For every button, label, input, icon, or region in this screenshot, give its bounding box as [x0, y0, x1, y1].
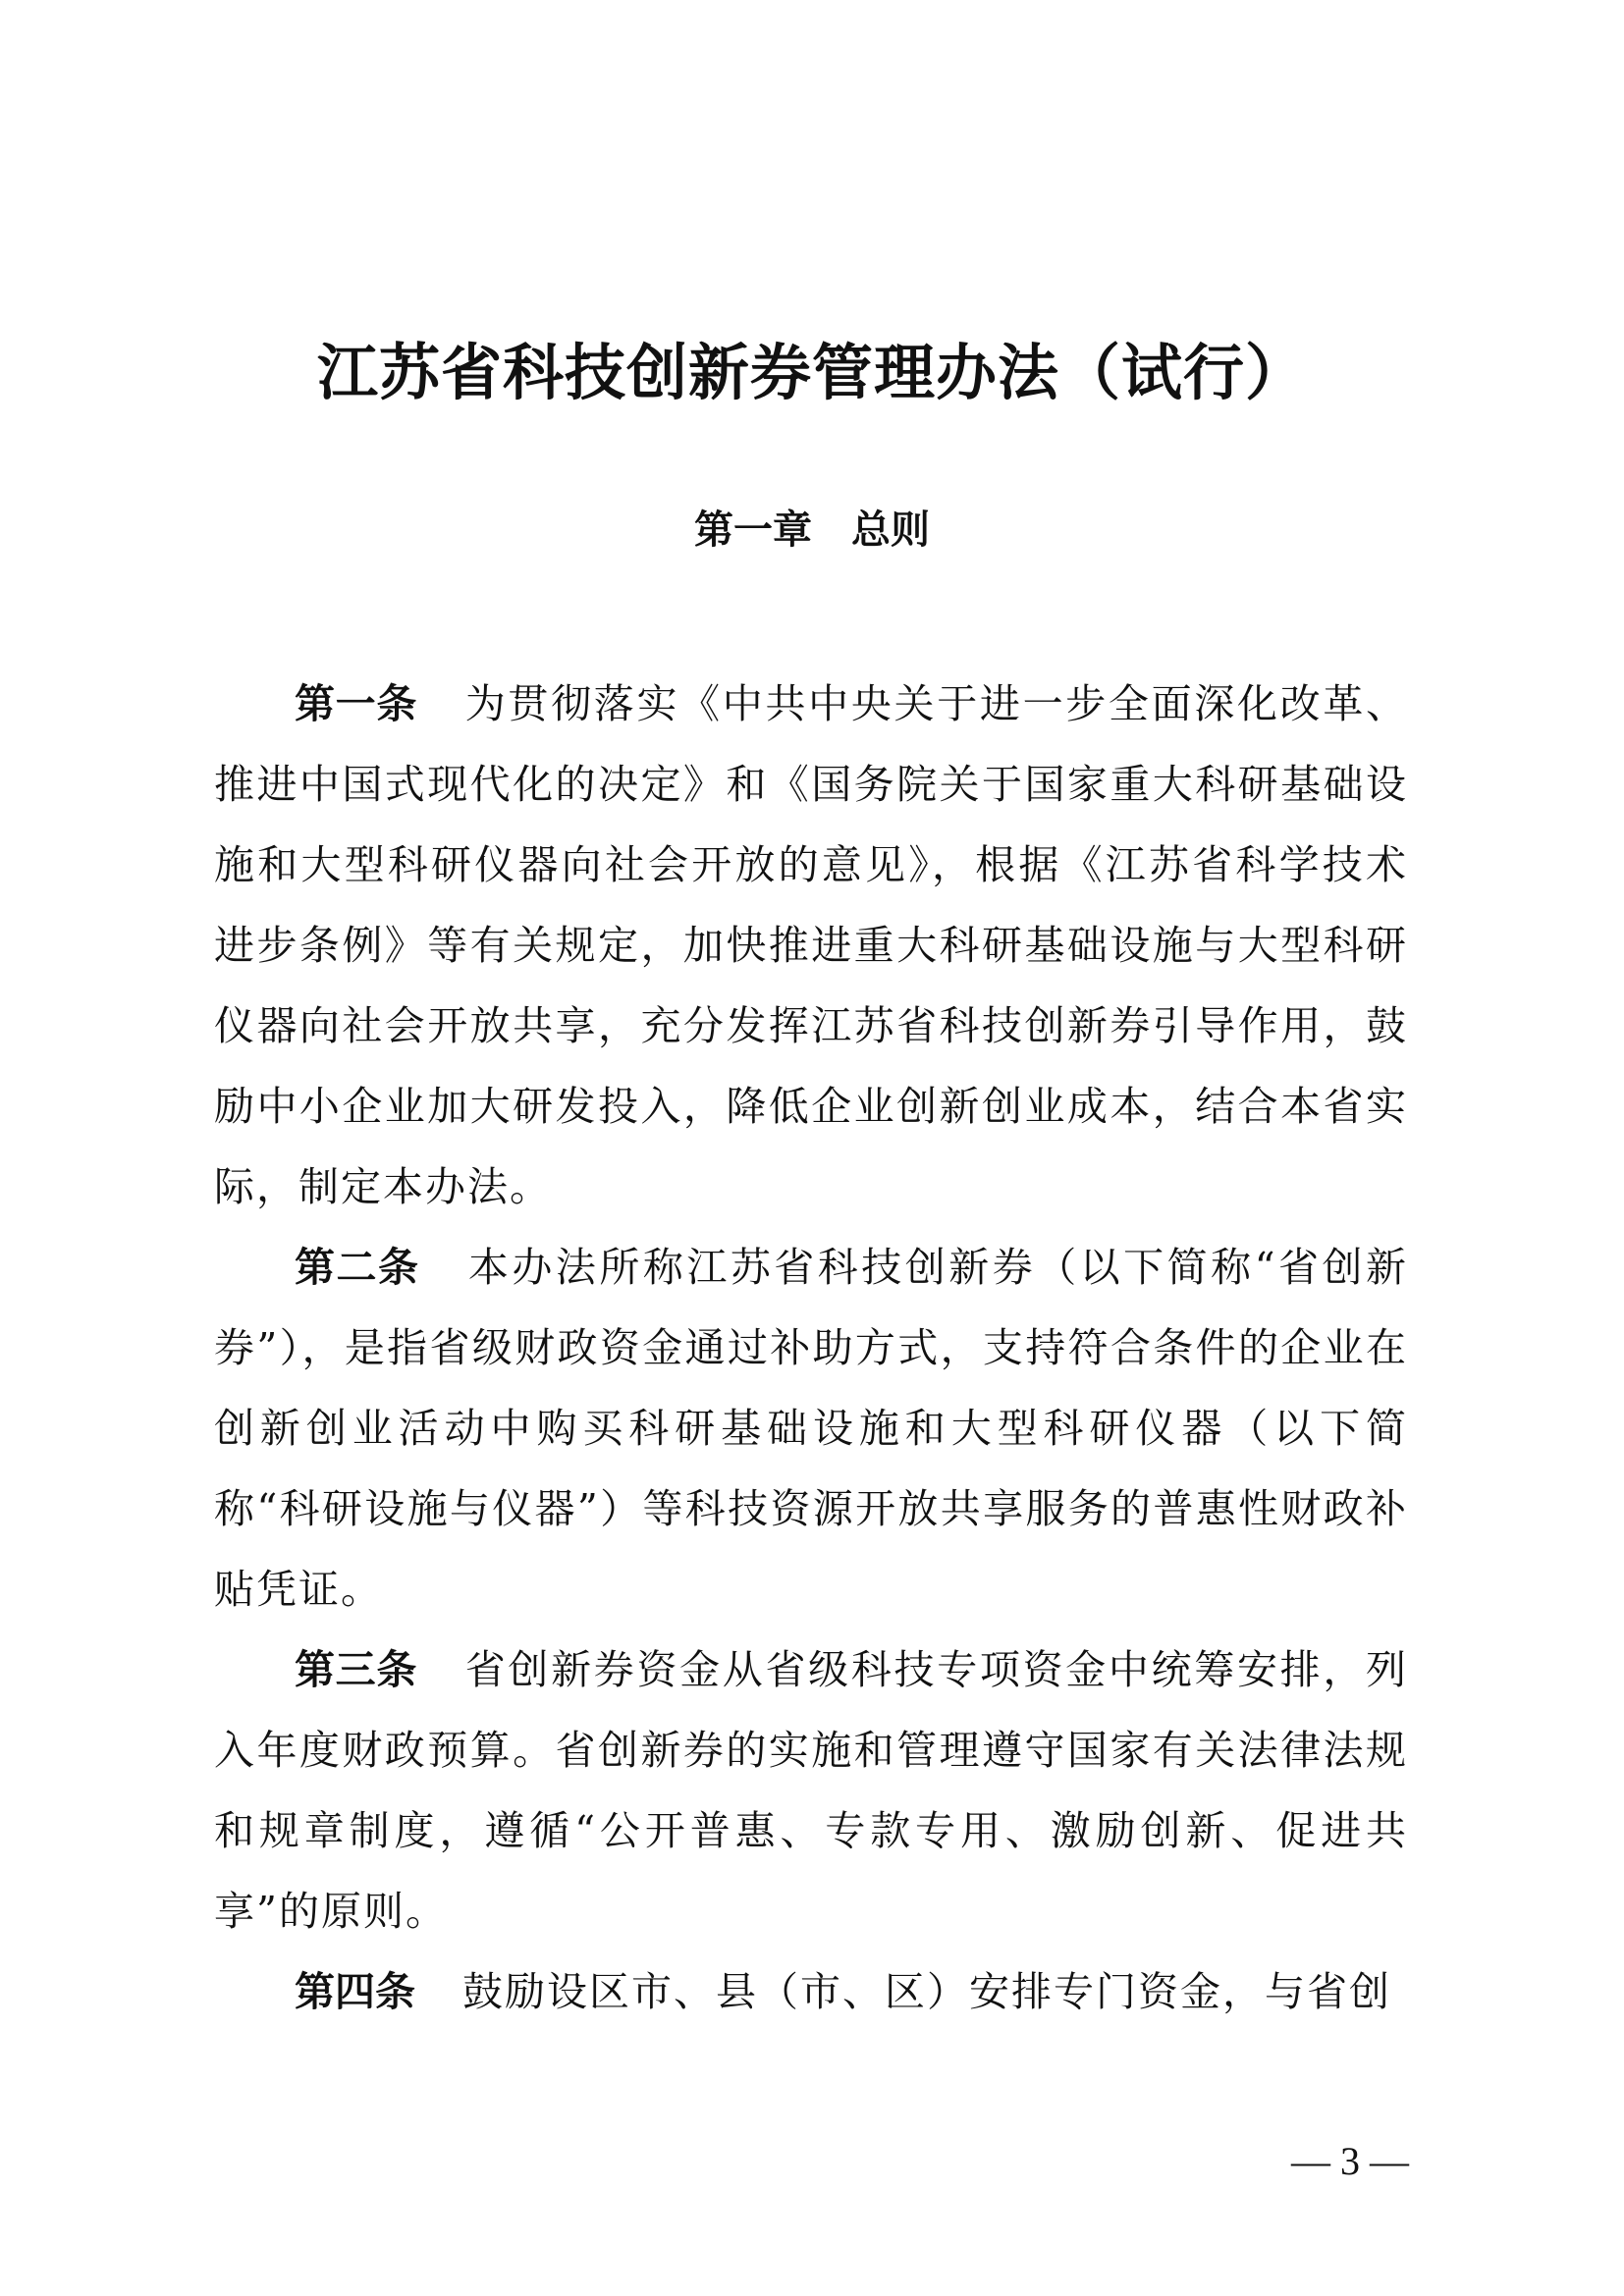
page-title: 江苏省科技创新券管理办法（试行）	[316, 337, 1307, 408]
chapter-heading: 第一章 总则	[694, 507, 930, 553]
article-label: 第二条	[295, 1244, 420, 1291]
article-1	[214, 664, 1408, 1227]
article-2	[214, 1227, 1408, 1629]
article-3	[214, 1629, 1408, 1951]
article-text: 鼓励设区市、县（市、区）安排专门资金，与省创	[462, 1968, 1391, 2015]
article-text: 省创新券资金从省级科技专项资金中统筹安排，列入年度财政预算。省创新券的实施和管理遵守国家有关法律法规和规章制度，遵循“公开普惠、专款专用、激励创新、促进共享”的原则。	[214, 1646, 1409, 1935]
article-text: 本办法所称江苏省科技创新券（以下简称“省创新券”），是指省级财政资金通过补助方式，支持符合条件的企业在创新创业活动中购买科研基础设施和大型科研仪器（以下简称“科研设施与仪器”）等科技资源开放共享服务的普惠性财政补贴凭证。	[214, 1244, 1408, 1613]
article-text: 为贯彻落实《中共中央关于进一步全面深化改革、推进中国式现代化的决定》和《国务院关于国家重大科研基础设施和大型科研仪器向社会开放的意见》，根据《江苏省科学技术进步条例》等有关规定，加快推进重大科研基础设施与大型科研仪器向社会开放共享，充分发挥江苏省科技创新券引导作用，鼓励中小企业加大研发投入，降低企业创新创业成本，结合本省实际，制定本办法。	[214, 680, 1409, 1210]
article-label: 第三条	[295, 1646, 418, 1693]
article-label: 第一条	[295, 680, 418, 727]
article-4	[214, 1951, 1408, 2032]
page-number: — 3 —	[1291, 2139, 1409, 2183]
article-label: 第四条	[295, 1968, 415, 2015]
document-body	[214, 664, 1408, 2032]
